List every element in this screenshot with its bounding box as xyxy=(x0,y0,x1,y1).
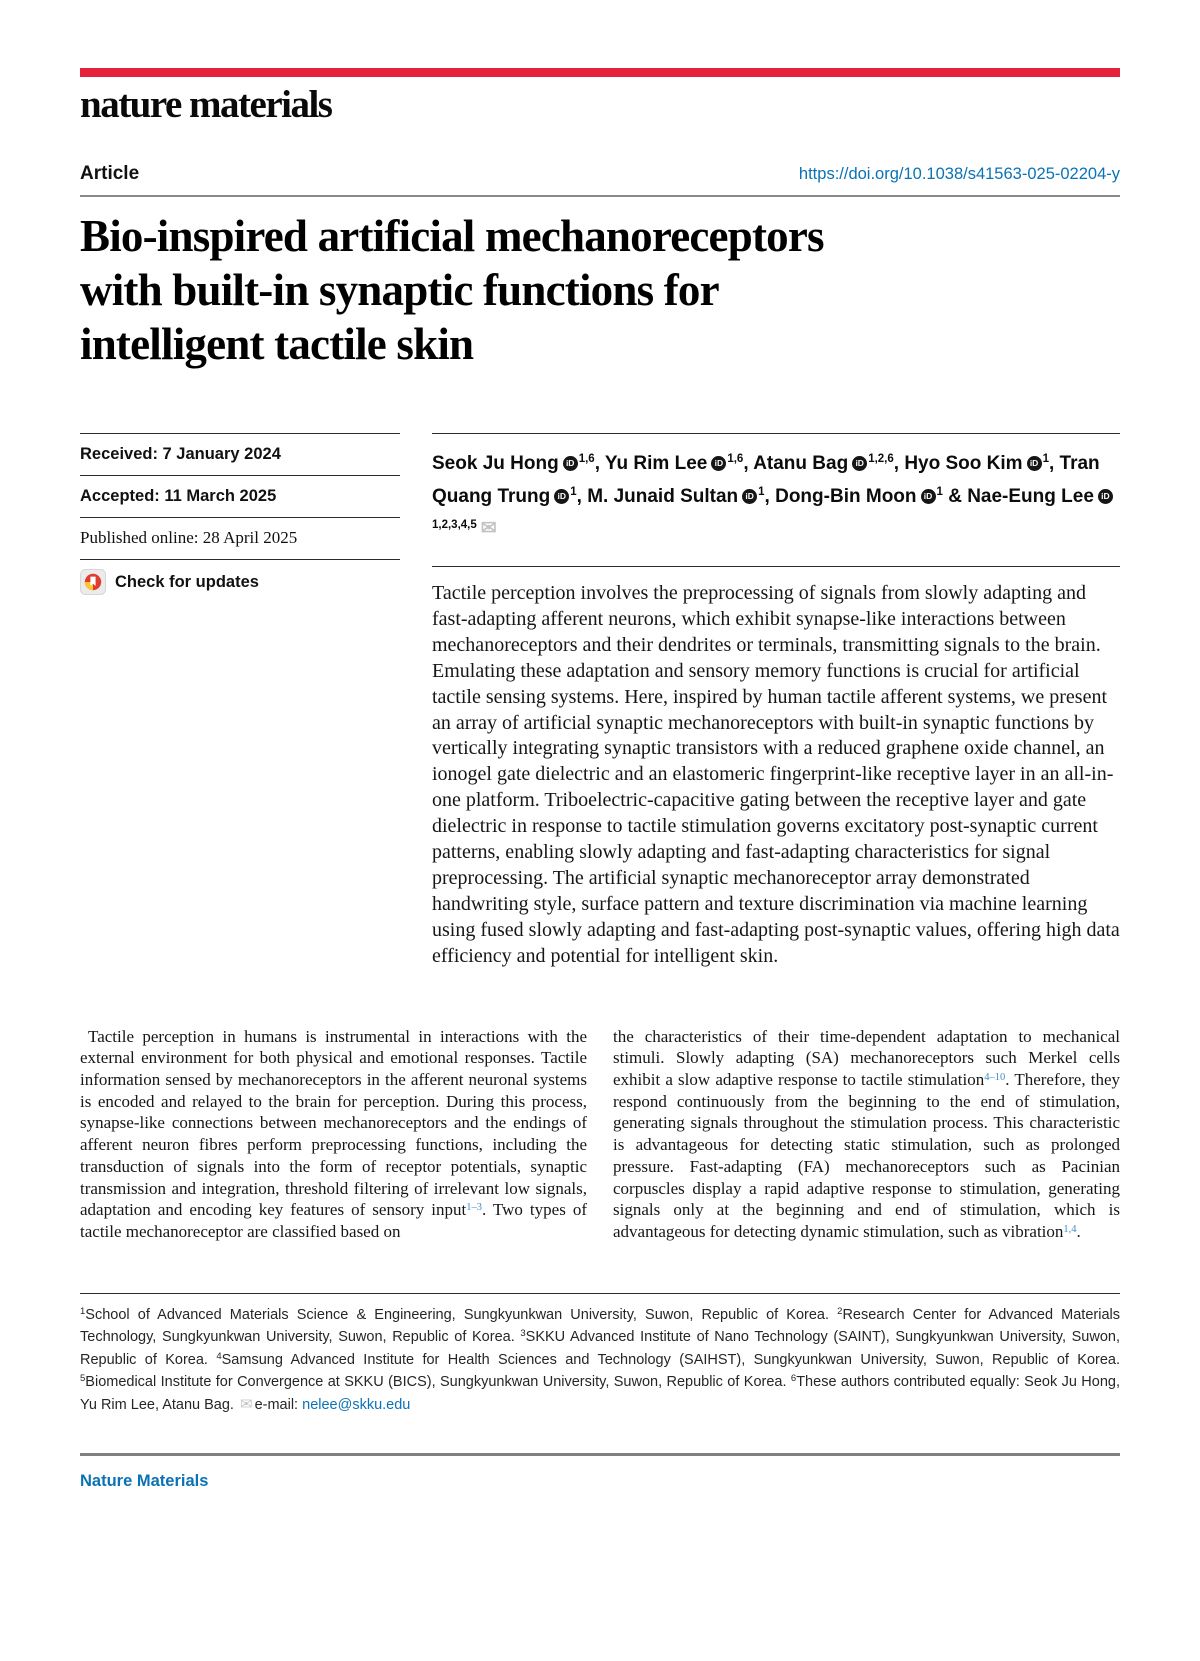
author-name: Tran Quang Trung xyxy=(432,453,1100,507)
email-link[interactable]: nelee@skku.edu xyxy=(302,1397,411,1413)
orcid-icon[interactable]: iD xyxy=(1027,456,1042,471)
affiliation-number: 6 xyxy=(790,1373,797,1385)
brand-red-bar xyxy=(80,68,1120,77)
citation-reference-link[interactable]: 4–10 xyxy=(984,1072,1006,1083)
orcid-icon[interactable]: iD xyxy=(852,456,867,471)
corresponding-author-envelope-icon[interactable]: ✉ xyxy=(480,518,497,539)
author-affiliation-sup: 1 xyxy=(936,486,943,498)
author-name: Hyo Soo Kim xyxy=(904,453,1023,474)
author-affiliation-sup: 1,6 xyxy=(578,453,595,465)
affiliations-footnote: $^1$School of Advanced Materials Science & Engineering, Sungkyunkwan University, Suwon, Republic of Korea. $^2$Research Center for Advanced Materials Technology, Sungkyunkwan University, Suwon, Republic of Korea. $^3$SKKU Advanced Institute of Nano Technology (SAINT), Sungkyunkwan University, Suwon, Republic of Korea. $^4$Samsung Advanced Institute for Health Sciences and Technology (SAIHST), Sungkyunkwan University, Suwon, Republic of Korea. $^5$Biomedical Institute for Convergence at SKKU (BICS), Sungkyunkwan University, Suwon, Republic of Korea. $^6$These authors contributed equally: Seok Ju Hong, Yu Rim Lee, Atanu Bag. ✉ e-mail: nelee@skku.edu xyxy=(80,1293,1120,1417)
article-header-row xyxy=(80,163,1120,197)
envelope-icon: ✉ xyxy=(240,1396,253,1413)
author-name: M. Junaid Sultan xyxy=(587,486,739,507)
author-affiliation-sup: 1 xyxy=(758,486,765,498)
author-affiliation-sup: 1 xyxy=(570,486,577,498)
meta-and-abstract-section xyxy=(80,433,1120,970)
title-line-1: Bio-inspired artificial mechanoreceptors xyxy=(80,211,824,261)
author-name: Seok Ju Hong xyxy=(432,453,559,474)
check-for-updates-button[interactable] xyxy=(80,559,400,605)
author-name: Nae-Eung Lee xyxy=(967,486,1094,507)
author-list: Seok Ju Hong iD $^{1,6}$, Yu Rim Lee iD $^{1,6}$, Atanu Bag iD $^{1,2,6}$, Hyo Soo Kim iD $^1$, Tran Quang Trung iD $^1$, M. Junaid Sultan iD $^1$, Dong-Bin Moon iD $^1$ & Nae-Eung Lee iD$^{1,2,3,4,5}$ ✉ xyxy=(432,433,1120,566)
dates-sidebar xyxy=(80,433,400,970)
article-type-label: Article xyxy=(80,163,140,184)
author-name: Yu Rim Lee xyxy=(604,453,708,474)
orcid-icon[interactable]: iD xyxy=(563,456,578,471)
introduction-section xyxy=(80,1026,1120,1243)
author-affiliation-sup: 1,2,6 xyxy=(868,453,894,465)
affiliation-number: 2 xyxy=(837,1305,843,1317)
journal-logo: nature materials xyxy=(80,83,332,126)
crossmark-icon xyxy=(80,569,106,595)
accepted-date: Accepted: 11 March 2025 xyxy=(80,475,400,517)
affiliation-number: 5 xyxy=(80,1373,86,1385)
article-page xyxy=(0,68,1200,1661)
orcid-icon[interactable]: iD xyxy=(554,489,569,504)
page-title xyxy=(80,209,1120,371)
citation-reference-link[interactable]: 1–3 xyxy=(466,1202,482,1214)
intro-right-column: the characteristics of their time-dependent adaptation to mechanical stimuli. Slowly adapting (SA) mechanoreceptors such Merkel cells exhibit a slow adaptive response to tactile stimulation$^{4-10}$. Therefore, they respond continuously from the beginning to the end of stimulation, generating signals throughout the stimulation process. This characteristic is advantageous for detecting static stimulation, such as prolonged pressure. Fast-adapting (FA) mechanoreceptors such as Pacinian corpuscles display a rapid adaptive response to stimulation, generating signals only at the beginning and end of stimulation, which is advantageous for detecting dynamic stimulation, such as vibration$^{1,4}$. xyxy=(613,1026,1120,1241)
orcid-icon[interactable]: iD xyxy=(1098,489,1113,504)
intro-left-column: Tactile perception in humans is instrumental in interactions with the external environment for both physical and emotional responses. Tactile information sensed by mechanoreceptors in the afferent neuronal systems is encoded and relayed to the brain for perception. During this process, synapse-like connections between mechanoreceptors and the endings of afferent neuron fibres perform preprocessing functions, including the transduction of signals into the form of receptor potentials, synaptic transmission and integration, threshold filtering of irrelevant low signals, adaptation and encoding key features of sensory input$^{1-3}$. Two types of tactile mechanoreceptor are classified based on xyxy=(80,1026,587,1241)
orcid-icon[interactable]: iD xyxy=(711,456,726,471)
check-for-updates-label: Check for updates xyxy=(115,572,259,591)
author-affiliation-sup: 1 xyxy=(1042,453,1049,465)
authors-abstract-column xyxy=(432,433,1120,970)
title-line-2: with built-in synaptic functions for xyxy=(80,265,719,315)
affiliation-number: 3 xyxy=(520,1328,526,1340)
title-line-3: intelligent tactile skin xyxy=(80,319,474,369)
page-footer xyxy=(80,1453,1120,1491)
received-date: Received: 7 January 2024 xyxy=(80,433,400,475)
author-name: Atanu Bag xyxy=(753,453,849,474)
author-affiliation-sup: 1,6 xyxy=(727,453,744,465)
affiliation-number: 1 xyxy=(80,1305,86,1317)
orcid-icon[interactable]: iD xyxy=(742,489,757,504)
orcid-icon[interactable]: iD xyxy=(921,489,936,504)
published-date: Published online: 28 April 2025 xyxy=(80,517,400,559)
affiliation-number: 4 xyxy=(216,1350,222,1362)
citation-reference-link[interactable]: 1,4 xyxy=(1063,1223,1077,1235)
author-name: Dong-Bin Moon xyxy=(775,486,917,507)
author-affiliation-sup: 1,2,3,4,5 xyxy=(432,519,477,531)
footer-journal-name: Nature Materials xyxy=(80,1471,209,1490)
abstract-text: Tactile perception involves the preprocessing of signals from slowly adapting and fast-adapting afferent neurons, which exhibit synapse-like interactions between mechanoreceptors and their dendrites or terminals, transmitting signals to the brain. Emulating these adaptation and sensory memory functions is crucial for artificial tactile sensing systems. Here, inspired by human tactile afferent systems, we present an array of artificial synaptic mechanoreceptors with built-in synaptic functions by vertically integrating synaptic transistors with a reduced graphene oxide channel, an ionogel gate dielectric and an elastomeric fingerprint-like receptive layer in an all-in-one platform. Triboelectric-capacitive gating between the receptive layer and gate dielectric in response to tactile stimulation governs excitatory post-synaptic current patterns, enabling slowly adapting and fast-adapting characteristics for signal preprocessing. The artificial synaptic mechanoreceptor array demonstrated handwriting style, surface pattern and texture discrimination via machine learning using fused slowly adapting and fast-adapting post-synaptic values, offering high data efficiency and potential for intelligent skin. xyxy=(432,566,1120,970)
doi-link[interactable]: https://doi.org/10.1038/s41563-025-02204-y xyxy=(798,165,1120,183)
